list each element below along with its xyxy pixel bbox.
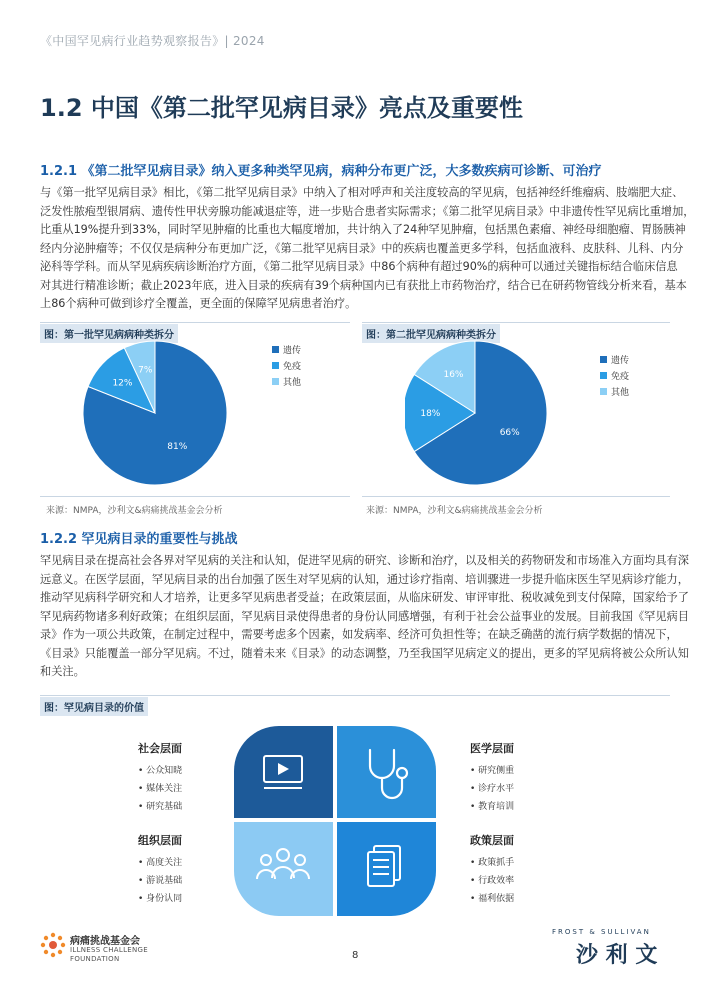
figure-3-rule bbox=[40, 695, 670, 696]
paragraph-line: 泛发性脓疱型银屑病、遗传性甲状旁腺功能减退症等，进一步贴合患者实际需求；《第二批罕见病目录》中非遗传性罕见病比重增加， bbox=[40, 204, 695, 218]
pie-data-label: 7% bbox=[138, 365, 153, 376]
paragraph-line: 经内分泌肿瘤等；不仅仅是病种分布更加广泛，《第二批罕见病目录》中的疾病也覆盖更多学科，包括血液科、皮肤科、儿科、内分 bbox=[40, 241, 684, 255]
social-level-box bbox=[138, 740, 228, 816]
pie-data-label: 66% bbox=[499, 428, 520, 439]
organization-level-box bbox=[138, 832, 228, 908]
value-item: • 福利依据 bbox=[470, 894, 515, 904]
legend-swatch bbox=[600, 388, 607, 395]
paragraph-line: 与《第一批罕见病目录》相比，《第二批罕见病目录》中纳入了相对呼声和关注度较高的罕见病，包括神经纤维瘤病、肢端肥大症、 bbox=[40, 186, 684, 199]
foundation-logo-icon bbox=[40, 932, 66, 958]
legend-label: 遗传 bbox=[283, 346, 302, 356]
figure-2-source: 来源：NMPA，沙利文&病痛挑战基金会分析 bbox=[366, 506, 543, 516]
paragraph-line: 罕见病药物诸多利好政策；在组织层面，罕见病目录使得患者的身份认同感增强，有利于社会公益事业的发展。目前我国《罕见病目 bbox=[40, 609, 689, 623]
paragraph-line: 对其进行精准诊断；截止2023年底，进入目录的疾病有39个病种国内已有获批上市药物治疗，结合已在研药物管线分析来看，基本 bbox=[40, 278, 687, 292]
value-item: • 游说基础 bbox=[138, 876, 183, 886]
value-item: • 媒体关注 bbox=[138, 784, 183, 794]
value-item: • 高度关注 bbox=[138, 858, 183, 868]
value-item: • 行政效率 bbox=[470, 876, 515, 886]
figure-2-legend bbox=[600, 353, 629, 401]
policy-level-title: 政策层面 bbox=[470, 834, 514, 847]
legend-swatch bbox=[600, 356, 607, 363]
value-item: • 政策抓手 bbox=[470, 858, 515, 868]
figure-3-label: 图：罕见病目录的价值 bbox=[40, 697, 148, 716]
value-item: • 研究基础 bbox=[138, 802, 183, 812]
paragraph-line: 录》作为一项公共政策，在制定过程中，需要考虑多个因素，如发病率、经济可负担性等；在缺乏确凿的流行病学数据的情况下， bbox=[40, 628, 678, 641]
social-level-title: 社会层面 bbox=[138, 742, 182, 755]
frost-sullivan-logo-cn: 沙 利 文 bbox=[576, 943, 658, 968]
legend-label: 其他 bbox=[611, 388, 630, 398]
paragraph-line: 推动罕见病科学研究和人才培养，让更多罕见病患者受益；在政策层面，从临床研发、审评审批、税收减免到支付保障，国家给予了 bbox=[40, 591, 689, 604]
value-item: • 教育培训 bbox=[470, 802, 515, 812]
legend-label: 免疫 bbox=[611, 372, 630, 382]
value-quadrant-graphic bbox=[234, 726, 436, 916]
pie-data-label: 18% bbox=[420, 409, 441, 419]
figure-1-label: 图：第一批罕见病病种类拆分 bbox=[40, 324, 178, 343]
legend-item bbox=[272, 343, 301, 356]
figure-2-pie bbox=[405, 340, 575, 490]
paragraph-line: 和关注。 bbox=[40, 665, 85, 678]
value-item: • 诊疗水平 bbox=[470, 784, 515, 794]
figure-1-rule bbox=[40, 322, 350, 323]
section-2-body bbox=[40, 552, 689, 682]
paragraph-line: 罕见病目录在提高社会各界对罕见病的关注和认知，促进罕见病的研究、诊断和治疗，以及相关的药物研发和市场准入方面均具有深 bbox=[40, 554, 689, 567]
legend-swatch bbox=[272, 346, 279, 353]
report-header: 《中国罕见病行业趋势观察报告》| 2024 bbox=[40, 34, 265, 48]
pie-data-label: 12% bbox=[112, 378, 133, 389]
policy-level-box bbox=[470, 832, 560, 908]
paragraph-line: 泌科等学科。而从罕见病疾病诊断治疗方面，《第二批罕见病目录》中86个病种有超过90%的病种可以通过关键指标结合临床信息 bbox=[40, 260, 678, 273]
figure-2-label: 图：第二批罕见病病种类拆分 bbox=[362, 324, 500, 343]
section-1-heading: 1.2.1 《第二批罕见病目录》纳入更多种类罕见病，病种分布更广泛，大多数疾病可诊断、可治疗 bbox=[40, 164, 602, 179]
legend-swatch bbox=[272, 378, 279, 385]
foundation-name-en-1: ILLNESS CHALLENGE bbox=[70, 946, 148, 954]
paragraph-line: 《目录》只能覆盖一部分罕见病。不过，随着未来《目录》的动态调整，乃至我国罕见病定义的提出，更多的罕见病将被公众所认知 bbox=[40, 646, 689, 660]
organization-level-title: 组织层面 bbox=[138, 834, 182, 847]
figure-1-source: 来源：NMPA，沙利文&病痛挑战基金会分析 bbox=[46, 506, 223, 516]
page-number: 8 bbox=[352, 950, 359, 961]
frost-sullivan-logo-en: FROST & SULLIVAN bbox=[552, 928, 651, 936]
figure-2-rule bbox=[362, 322, 670, 323]
legend-item bbox=[600, 353, 629, 366]
pie-data-label: 81% bbox=[167, 441, 188, 452]
legend-label: 其他 bbox=[283, 378, 302, 388]
legend-item bbox=[272, 359, 301, 372]
foundation-name-cn: 病痛挑战基金会 bbox=[70, 936, 140, 947]
value-item: • 研究侧重 bbox=[470, 766, 515, 776]
legend-item bbox=[600, 385, 629, 398]
organization-quadrant bbox=[234, 822, 333, 916]
medical-quadrant bbox=[337, 726, 436, 818]
value-item: • 身份认同 bbox=[138, 894, 183, 904]
legend-item bbox=[272, 375, 301, 388]
figure-1-pie bbox=[75, 340, 245, 490]
page-title: 1.2 中国《第二批罕见病目录》亮点及重要性 bbox=[40, 94, 523, 122]
legend-label: 遗传 bbox=[611, 356, 630, 366]
figure-2-rule-bottom bbox=[362, 496, 670, 497]
section-2-heading: 1.2.2 罕见病目录的重要性与挑战 bbox=[40, 532, 238, 547]
section-1-body bbox=[40, 184, 694, 314]
figure-1-rule-bottom bbox=[40, 496, 350, 497]
legend-label: 免疫 bbox=[283, 362, 302, 372]
legend-item bbox=[600, 369, 629, 382]
medical-level-title: 医学层面 bbox=[470, 742, 514, 755]
paragraph-line: 上86个病种可做到诊疗全覆盖，更全面的保障罕见病患者治疗。 bbox=[40, 297, 357, 310]
legend-swatch bbox=[272, 362, 279, 369]
pie-data-label: 16% bbox=[443, 369, 464, 380]
legend-swatch bbox=[600, 372, 607, 379]
paragraph-line: 比重从19%提升到33%，同时罕见肿瘤的比重也大幅度增加，共计纳入了24种罕见肿瘤，包括黑色素瘤、神经母细胞瘤、胃肠胰神 bbox=[40, 223, 686, 236]
figure-1-legend bbox=[272, 343, 301, 391]
value-item: • 公众知晓 bbox=[138, 766, 183, 776]
paragraph-line: 远意义。在医学层面，罕见病目录的出台加强了医生对罕见病的认知，通过诊疗指南、培训骤进一步提升临床医生罕见病诊疗能力， bbox=[40, 572, 689, 586]
foundation-name-en-2: FOUNDATION bbox=[70, 955, 120, 963]
medical-level-box bbox=[470, 740, 560, 816]
